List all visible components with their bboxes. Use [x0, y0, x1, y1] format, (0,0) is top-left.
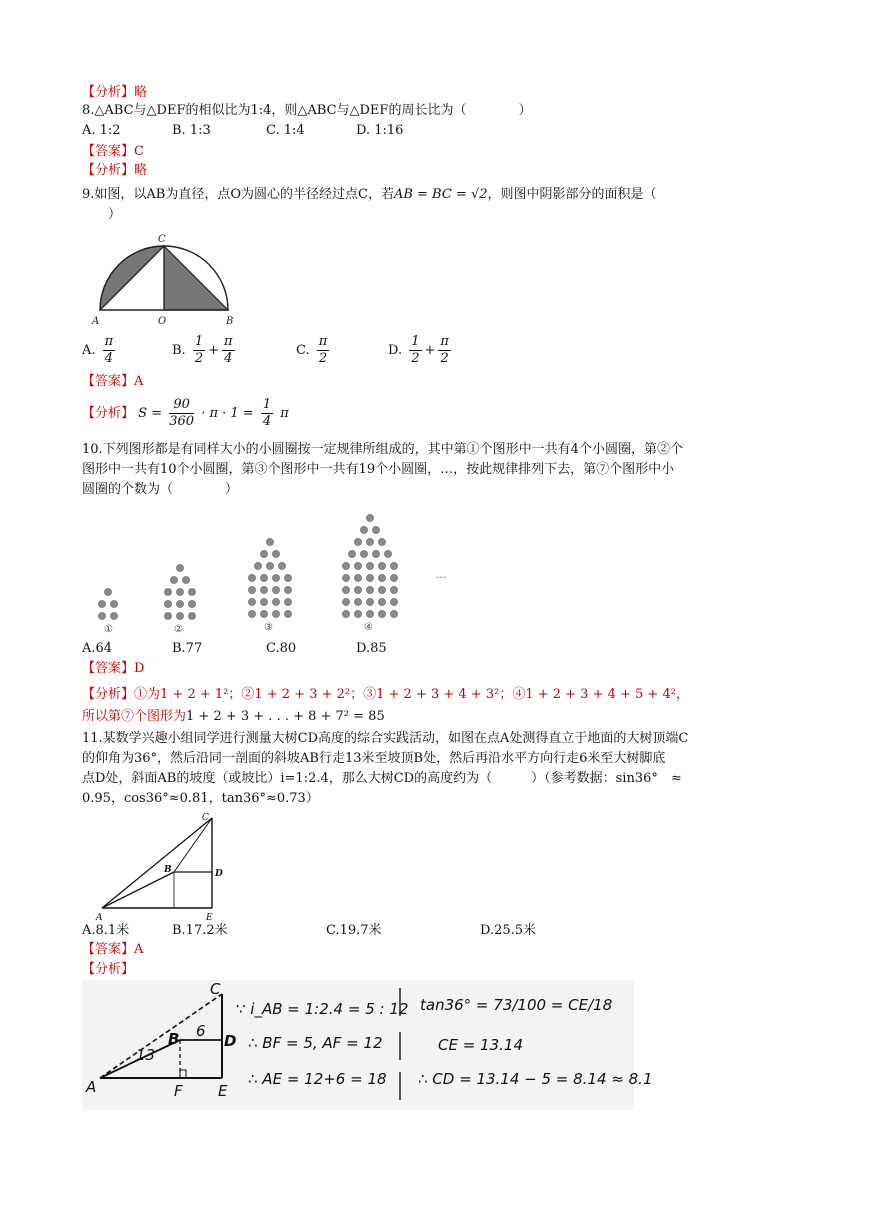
pattern-circle — [260, 610, 267, 617]
pattern-circle — [110, 612, 117, 619]
pattern-circle — [176, 588, 183, 595]
figure-label-1: ① — [104, 624, 113, 635]
q9-stem — [82, 186, 657, 203]
q7-analysis — [82, 84, 147, 101]
answer-tag: 【答案】 — [82, 661, 135, 676]
hand-label-d: D — [224, 1032, 237, 1050]
pattern-circle — [188, 612, 195, 619]
label-b: B — [164, 865, 172, 875]
q8-stem: 8.△ABC与△DEF的相似比为1:4，则△ABC与△DEF的周长比为（ ） — [82, 103, 532, 118]
q9-option-c: C. $\frac{\pi}{2}$ — [296, 334, 328, 366]
pattern-circle — [284, 598, 291, 605]
q10-circle-pattern-figure — [90, 496, 490, 636]
analysis-tag: 【分析】 — [82, 962, 135, 977]
pattern-circle — [284, 586, 291, 593]
pattern-circle — [378, 598, 385, 605]
pattern-circle — [248, 610, 255, 617]
hand-length-6: 6 — [196, 1022, 206, 1040]
label-a: A — [92, 316, 100, 327]
q9-option-d: D. $\frac{1}{2}$ + $\frac{\pi}{2}$ — [388, 334, 449, 366]
answer-tag: 【答案】 — [82, 374, 135, 389]
pattern-circle — [176, 612, 183, 619]
q10-stem-line1: 10.下列图形都是有同样大小的小圆圈按一定规律所组成的，其中第①个图形中一共有4个小圆圈，第②个 — [82, 442, 683, 457]
q10-option-c: C.80 — [266, 641, 297, 656]
analysis-tag: 【分析】 — [82, 85, 135, 100]
pattern-circle — [278, 562, 285, 569]
q11-stem-line1: 11.某数学兴趣小组同学进行测量大树CD高度的综合实践活动，如图在点A处测得直立于地面的大树顶端C — [82, 731, 689, 746]
label-d: D — [215, 869, 223, 879]
pattern-circle — [272, 598, 279, 605]
pattern-circle — [366, 598, 373, 605]
hand-length-13: 13 — [136, 1046, 156, 1064]
label-c: C — [202, 813, 209, 823]
pattern-circle — [342, 562, 349, 569]
q10-stem-line3: 圆圈的个数为（ ） — [82, 482, 239, 497]
pattern-circle — [164, 588, 171, 595]
pattern-circle — [284, 574, 291, 581]
label-e: E — [206, 913, 213, 923]
q8-answer — [82, 143, 144, 160]
pattern-circle — [378, 574, 385, 581]
hand-label-f: F — [174, 1082, 183, 1100]
pattern-circle — [378, 562, 385, 569]
q11-analysis — [82, 961, 134, 978]
pattern-circle — [342, 574, 349, 581]
pattern-circle — [272, 610, 279, 617]
pattern-circle — [372, 526, 379, 533]
q9-answer — [82, 373, 143, 390]
pattern-circle — [248, 598, 255, 605]
hand-line-1: ∵ i_AB = 1:2.4 = 5 : 12 — [236, 1000, 409, 1018]
q11-option-d: D.25.5米 — [480, 923, 537, 938]
pattern-circle — [272, 574, 279, 581]
q8-option-a: A. 1:2 — [82, 123, 121, 138]
pattern-circle — [260, 550, 267, 557]
q10-option-a: A.64 — [82, 641, 113, 656]
pattern-circle — [384, 550, 391, 557]
pattern-circle — [378, 586, 385, 593]
figure-label-3: ③ — [264, 622, 273, 633]
q8-option-b: B. 1:3 — [172, 123, 211, 138]
pattern-circle — [260, 598, 267, 605]
pattern-circle — [390, 610, 397, 617]
pattern-circle — [110, 600, 117, 607]
analysis-text: 略 — [134, 163, 148, 178]
hand-label-e: E — [218, 1082, 228, 1100]
pattern-circle — [348, 550, 355, 557]
q8-option-c: C. 1:4 — [266, 123, 305, 138]
hand-line-3: ∴ AE = 12+6 = 18 — [248, 1070, 387, 1088]
q9-option-b: B. $\frac{1}{2}$ + $\frac{\pi}{4}$ — [172, 334, 233, 366]
pattern-circle — [266, 562, 273, 569]
pattern-circle — [366, 562, 373, 569]
hand-line-6: ∴ CD = 13.14 − 5 = 8.14 ≈ 8.1 — [418, 1070, 653, 1088]
label-b: B — [226, 316, 234, 327]
pattern-circle — [170, 576, 177, 583]
pattern-circle — [98, 612, 105, 619]
pattern-circle — [378, 538, 385, 545]
q9-semicircle-figure — [88, 228, 248, 328]
hand-label-b: B — [168, 1030, 180, 1048]
q10-analysis-line2: 所以第⑦个图形为1 + 2 + 3 + . . . + 8 + 7² = 85 — [82, 709, 385, 724]
pattern-circle — [354, 562, 361, 569]
pattern-circle — [98, 600, 105, 607]
q10-analysis-line1: 【分析】①为1 + 2 + 1²；②1 + 2 + 3 + 2²；③1 + 2 + 3 + 4 + 3²；④1 + 2 + 3 + 4 + 5 + 4²， — [82, 687, 689, 702]
pattern-circle — [176, 600, 183, 607]
shaded-triangle-right — [164, 246, 228, 310]
hand-label-a: A — [86, 1078, 97, 1096]
answer-value: A — [134, 374, 144, 389]
pattern-circle — [254, 562, 261, 569]
label-o: O — [158, 316, 167, 327]
q11-tree-slope-figure — [94, 810, 234, 922]
answer-value: D — [134, 661, 145, 676]
pattern-circle — [366, 538, 373, 545]
pattern-circle — [248, 574, 255, 581]
figure-label-2: ② — [174, 624, 183, 635]
hand-line-4: tan36° = 73/100 = CE/18 — [420, 996, 613, 1014]
pattern-circle — [366, 574, 373, 581]
pattern-circle — [390, 562, 397, 569]
q11-handwritten-solution — [82, 980, 653, 1110]
hand-label-c: C — [210, 980, 221, 998]
q10-option-d: D.85 — [356, 641, 387, 656]
hand-line-5: CE = 13.14 — [438, 1036, 523, 1054]
answer-tag: 【答案】 — [82, 942, 135, 957]
pattern-circle — [366, 514, 373, 521]
q10-stem-line2: 图形中一共有10个小圆圈，第③个图形中一共有19个小圆圈，…，按此规律排列下去，第⑦个图形中小 — [82, 462, 675, 477]
pattern-circle — [390, 598, 397, 605]
pattern-circle — [182, 576, 189, 583]
pattern-circle — [366, 610, 373, 617]
pattern-circle — [354, 598, 361, 605]
pattern-circle — [188, 588, 195, 595]
answer-value: A — [134, 942, 144, 957]
pattern-circle — [176, 564, 183, 571]
pattern-circle — [188, 600, 195, 607]
q11-stem-line3: 点D处，斜面AB的坡度（或坡比）i=1:2.4，那么大树CD的高度约为（ ）（参考数据：sin36° ≈ — [82, 771, 682, 786]
figure-label-4: ④ — [364, 622, 373, 633]
pattern-circle — [360, 526, 367, 533]
answer-tag: 【答案】 — [82, 144, 135, 159]
q9-stem-prefix: 9.如图，以AB为直径，点O为圆心的半径经过点C，若 — [82, 187, 394, 202]
q11-option-a: A.8.1米 — [82, 923, 130, 938]
pattern-circle — [354, 538, 361, 545]
q8-option-d: D. 1:16 — [356, 123, 404, 138]
figure-ellipsis: … — [436, 570, 446, 581]
pattern-circle — [378, 610, 385, 617]
pattern-circle — [342, 598, 349, 605]
q11-stem-line2: 的仰角为36°，然后沿同一剖面的斜坡AB行走13米至坡顶B处，然后再沿水平方向行走6米至大树脚底 — [82, 751, 666, 766]
pattern-circle — [360, 550, 367, 557]
q10-option-b: B.77 — [172, 641, 203, 656]
pattern-circle — [272, 550, 279, 557]
pattern-circle — [248, 586, 255, 593]
analysis-text: 略 — [134, 85, 148, 100]
pattern-circle — [366, 586, 373, 593]
pattern-circle — [354, 574, 361, 581]
analysis-tag: 【分析】 — [82, 406, 135, 421]
pattern-circle — [372, 550, 379, 557]
q9-option-a: A. $\frac{\pi}{4}$ — [82, 334, 114, 366]
pattern-circle — [390, 586, 397, 593]
pattern-circle — [342, 610, 349, 617]
pattern-circle — [266, 538, 273, 545]
pattern-circle — [164, 612, 171, 619]
pattern-circle — [284, 610, 291, 617]
pattern-circle — [354, 610, 361, 617]
pattern-circle — [104, 588, 111, 595]
q9-stem-suffix: ，则图中阴影部分的面积是（ — [487, 187, 657, 202]
q9-stem-line2: ） — [82, 207, 122, 222]
q11-stem-line4: 0.95，cos36°≈0.81，tan36°≈0.73） — [82, 791, 319, 806]
pattern-circle — [164, 600, 171, 607]
q11-option-b: B.17.2米 — [172, 923, 228, 938]
q11-answer — [82, 941, 143, 958]
q10-answer — [82, 660, 144, 677]
pattern-circle — [390, 574, 397, 581]
q9-analysis: 【分析】 S = $\frac{90}{360}$ · π · 1 = $\frac{1}{4}$ π — [82, 397, 289, 429]
pattern-circle — [272, 586, 279, 593]
analysis-tag: 【分析】 — [82, 687, 135, 702]
label-c: C — [158, 234, 166, 245]
pattern-circle — [260, 574, 267, 581]
q8-analysis — [82, 162, 147, 179]
pattern-circle — [342, 586, 349, 593]
q11-option-c: C.19.7米 — [326, 923, 382, 938]
label-a: A — [96, 913, 103, 923]
analysis-tag: 【分析】 — [82, 163, 135, 178]
answer-value: C — [134, 144, 144, 159]
hand-line-2: ∴ BF = 5, AF = 12 — [248, 1034, 383, 1052]
pattern-circle — [354, 586, 361, 593]
q9-stem-math: AB = BC = √2 — [393, 187, 488, 202]
pattern-circle — [260, 586, 267, 593]
